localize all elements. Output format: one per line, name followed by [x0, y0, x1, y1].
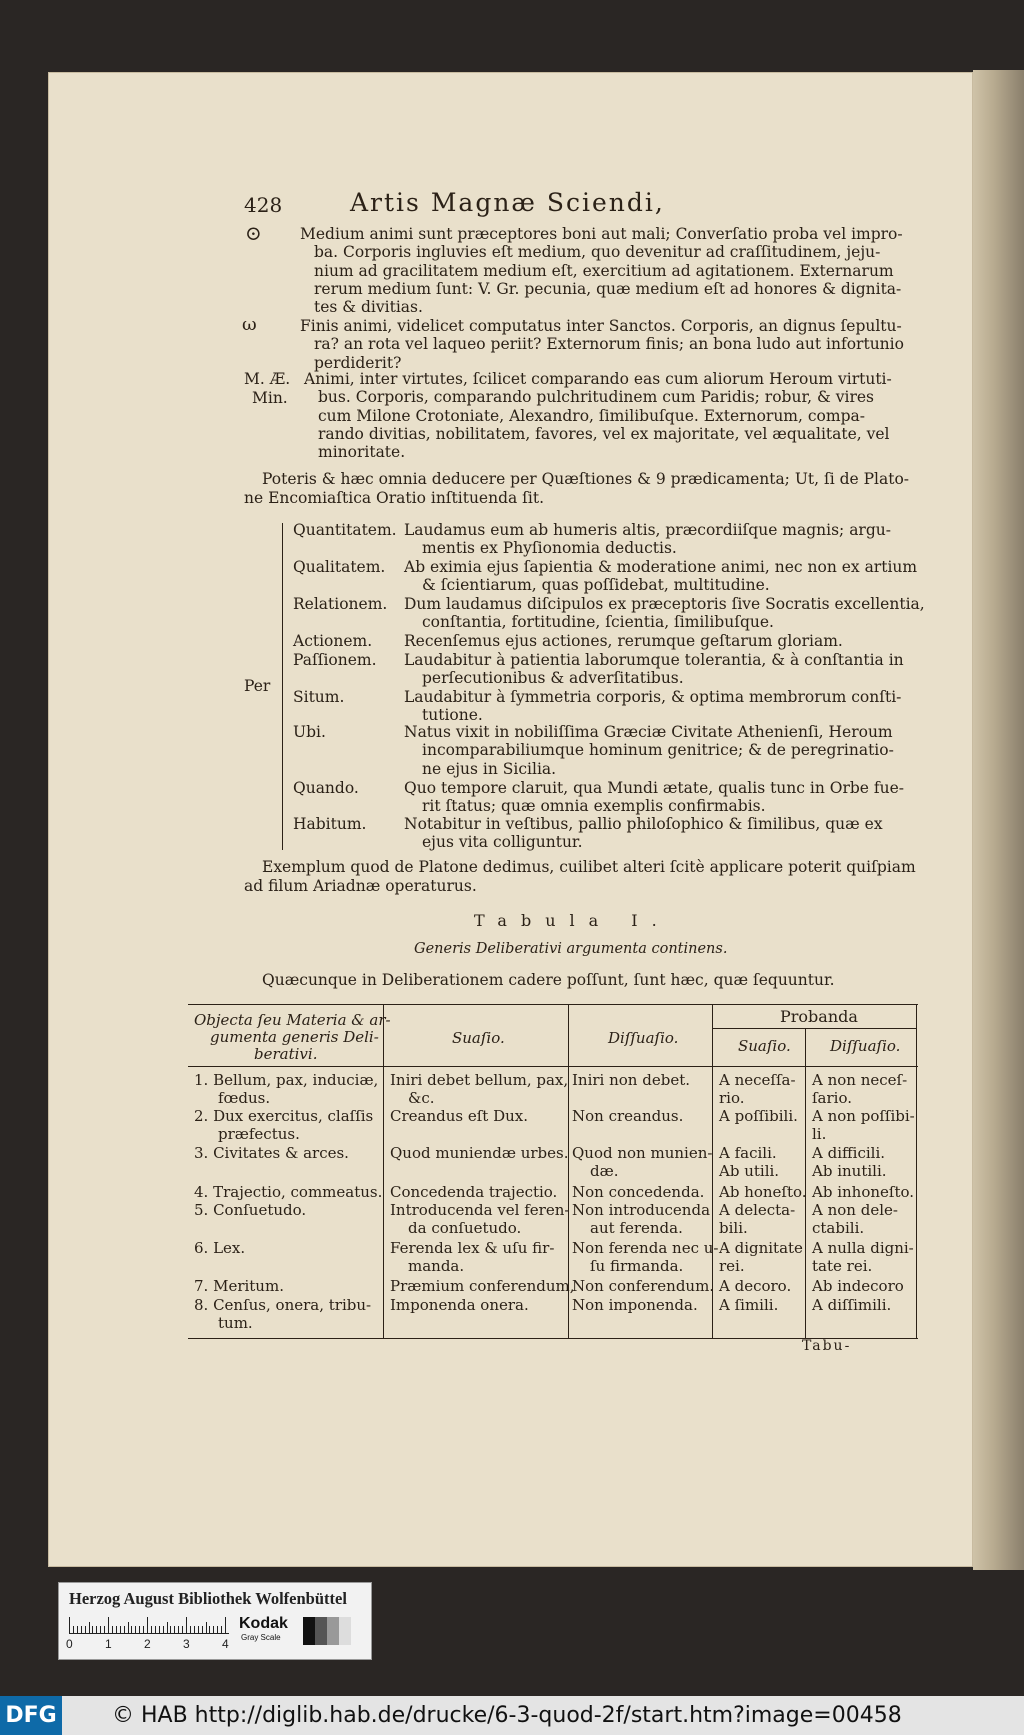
category-label: Ubi. — [293, 723, 326, 741]
page-number: 428 — [244, 193, 283, 217]
head-line: Objecta ſeu Materia & ar- — [194, 1011, 391, 1029]
ruler-number: 3 — [183, 1637, 190, 1651]
catchword: Tabu- — [802, 1338, 852, 1354]
ruler-tick — [89, 1622, 90, 1633]
ruler-tick — [100, 1626, 101, 1633]
card-title: Herzog August Bibliothek Wolfenbüttel — [69, 1589, 347, 1608]
table-cell: Ferenda lex & uſu fir- — [390, 1239, 555, 1257]
ruler-number: 0 — [66, 1637, 73, 1651]
text-line: tes & divitias. — [314, 298, 423, 317]
gray-swatch-mid — [327, 1617, 339, 1645]
ruler-tick — [190, 1626, 191, 1633]
table-cell: rei. — [719, 1256, 745, 1275]
table-cell: tate rei. — [812, 1256, 873, 1275]
table-cell: ſario. — [812, 1088, 852, 1107]
text-line: Animi, inter virtutes, ſcilicet comparando eas cum aliorum Heroum virtuti- — [304, 370, 892, 388]
ruler-tick — [69, 1617, 70, 1633]
ruler-tick — [194, 1626, 195, 1633]
table-cell: A non neceſ- — [812, 1071, 908, 1089]
text-line: minoritate. — [318, 443, 406, 462]
category-brace — [282, 523, 293, 850]
text-line: Exemplum quod de Platone dedimus, cuilibet alteri ſcitè applicare poterit quiſpiam — [262, 858, 916, 876]
ruler-number: 4 — [222, 1637, 229, 1651]
table-cell: A facili. — [719, 1144, 777, 1162]
ruler-tick — [206, 1622, 207, 1633]
ruler-tick — [124, 1626, 125, 1633]
ruler-number: 2 — [144, 1637, 151, 1651]
text-line: ra? an rota vel laqueo periit? Externorum finis; an bona ludo aut infortunio — [314, 335, 904, 354]
scale-ruler — [69, 1615, 229, 1634]
table-head-probanda: Probanda — [780, 1007, 858, 1026]
gray-swatch-light — [339, 1617, 351, 1645]
ruler-tick — [120, 1626, 121, 1633]
table-cell: A poſſibili. — [719, 1107, 798, 1125]
ruler-tick — [182, 1626, 183, 1633]
table-cell: 4. Trajectio, commeatus. — [194, 1183, 383, 1201]
text-line: rerum medium ſunt: V. Gr. pecunia, quæ medium eſt ad honores & dignita- — [314, 279, 902, 298]
head-line: berativi. — [254, 1045, 318, 1063]
running-title: Artis Magnæ Sciendi, — [350, 188, 665, 217]
table-cell: Concedenda trajectio. — [390, 1183, 558, 1201]
ruler-tick — [202, 1626, 203, 1633]
category-text: Ab eximia ejus ſapientia & moderatione animi, nec non ex artium — [404, 558, 918, 576]
text-line: Finis animi, videlicet computatus inter Sanctos. Corporis, an dignus ſepultu- — [300, 317, 902, 335]
tabula-title: Tabula I. — [474, 911, 671, 930]
table-cell: Non imponenda. — [572, 1296, 698, 1314]
table-cell: Ab honeſto. — [719, 1183, 807, 1201]
table-cell: Ab utili. — [719, 1161, 780, 1180]
per-label: Per — [244, 677, 271, 695]
ruler-number: 1 — [105, 1637, 112, 1651]
ruler-tick — [73, 1626, 74, 1633]
category-text: ejus vita colliguntur. — [422, 833, 583, 852]
table-cell: Iniri debet bellum, pax, — [390, 1071, 569, 1089]
gray-scale-label: Gray Scale — [241, 1633, 281, 1642]
table-cell: tum. — [218, 1313, 253, 1332]
table-head-objecta — [194, 1012, 391, 1063]
text-line: rando divitias, nobilitatem, favores, vel ex majoritate, vel æqualitate, vel — [318, 424, 890, 443]
ruler-tick — [159, 1626, 160, 1633]
text-line: Poteris & hæc omnia deducere per Quæſtiones & 9 prædicamenta; Ut, ſi de Plato- — [262, 470, 910, 488]
table-cell: Quod muniendæ urbes. — [390, 1144, 569, 1162]
table-cell: Non creandus. — [572, 1107, 684, 1125]
category-label: Quantitatem. — [293, 521, 397, 539]
ruler-tick — [92, 1626, 93, 1633]
ruler-tick — [163, 1626, 164, 1633]
table-cell: li. — [812, 1124, 827, 1143]
category-text: tutione. — [422, 706, 483, 725]
text-line: Medium animi sunt præceptores boni aut mali; Converſatio proba vel impro- — [300, 225, 903, 243]
ruler-tick — [209, 1626, 210, 1633]
category-text: Dum laudamus diſcipulos ex præceptoris ſive Socratis excellentia, — [404, 595, 925, 613]
table-cell: 3. Civitates & arces. — [194, 1144, 349, 1162]
ruler-tick — [108, 1617, 109, 1633]
symbol-omega: ω — [242, 314, 257, 335]
table-cell: Creandus eſt Dux. — [390, 1107, 528, 1125]
table-cell: Non ferenda nec u- — [572, 1239, 719, 1257]
table-cell: &c. — [408, 1088, 435, 1107]
table-head-prob-suasio: Suaſio. — [738, 1037, 791, 1055]
ruler-tick — [147, 1617, 148, 1633]
book-spine — [973, 70, 1024, 1570]
ruler-tick — [178, 1626, 179, 1633]
table-cell: A delecta- — [719, 1201, 796, 1219]
tabula-intro: Quæcunque in Deliberationem cadere poſſunt, ſunt hæc, quæ ſequuntur. — [262, 971, 835, 989]
ruler-tick — [186, 1617, 187, 1633]
table-cell: A dignitate — [719, 1239, 803, 1257]
category-text: ne ejus in Sicilia. — [422, 759, 557, 778]
text-line: bus. Corporis, comparando pulchritudinem cum Paridis; robur, & vires — [318, 388, 874, 407]
category-text: Laudabitur à patientia laborumque tolerantia, & à conſtantia in — [404, 651, 904, 669]
table-cell: A difficili. — [812, 1144, 886, 1162]
ruler-tick — [128, 1622, 129, 1633]
text-line: nium ad gracilitatem medium eſt, exercitium ad agitationem. Externarum — [314, 261, 894, 280]
table-cell: præfectus. — [218, 1124, 300, 1143]
table-cell: A ſimili. — [719, 1296, 779, 1314]
table-head-dissuasio: Diſſuaſio. — [608, 1029, 679, 1047]
table-cell: Ab indecoro — [812, 1277, 904, 1295]
table-cell: 1. Bellum, pax, induciæ, — [194, 1071, 379, 1089]
ruler-tick — [131, 1626, 132, 1633]
table-cell: Non conferendum. — [572, 1277, 715, 1295]
category-text: rit ſtatus; quæ omnia exemplis confirmabis. — [422, 797, 766, 816]
text-line: ad filum Ariadnæ operaturus. — [244, 877, 477, 895]
text-line: ne Encomiaſtica Oratio inſtituenda ſit. — [244, 488, 545, 507]
symbol-min: Min. — [252, 389, 288, 407]
ruler-tick — [81, 1626, 82, 1633]
dfg-logo: DFG — [0, 1696, 62, 1735]
table-cell: Ab inhoneſto. — [812, 1183, 915, 1201]
table-cell: bili. — [719, 1218, 748, 1237]
category-label: Relationem. — [293, 595, 388, 613]
text-line: ba. Corporis ingluvies eſt medium, quo devenitur ad craſſitudinem, jeju- — [314, 243, 881, 262]
table-cell: A diſſimili. — [812, 1296, 892, 1314]
table-cell: da conſuetudo. — [408, 1218, 522, 1237]
color-target-card — [58, 1582, 372, 1660]
category-text: Laudabitur à ſymmetria corporis, & optima membrorum conſti- — [404, 688, 902, 706]
category-text: & ſcientiarum, quas poſſidebat, multitudine. — [422, 576, 770, 595]
table-cell: fœdus. — [218, 1088, 271, 1107]
category-text: Quo tempore claruit, qua Mundi ætate, qualis tunc in Orbe fue- — [404, 779, 905, 797]
category-text: mentis ex Phyſionomia deductis. — [422, 539, 677, 558]
table-cell: A non dele- — [812, 1201, 898, 1219]
ruler-tick — [151, 1626, 152, 1633]
ruler-tick — [104, 1626, 105, 1633]
table-cell: A decoro. — [719, 1277, 792, 1295]
table-cell: Quod non munien- — [572, 1144, 713, 1162]
ruler-tick — [85, 1626, 86, 1633]
category-label: Situm. — [293, 688, 345, 706]
table-cell: 2. Dux exercitus, claſſis — [194, 1107, 374, 1125]
table-cell: Ab inutili. — [812, 1161, 887, 1180]
table-cell: aut ferenda. — [590, 1218, 683, 1237]
ruler-tick — [116, 1626, 117, 1633]
deliberative-table — [188, 1004, 918, 1338]
category-text: Notabitur in veſtibus, pallio philoſophico & ſimilibus, quæ ex — [404, 815, 883, 833]
text-line: cum Milone Crotoniate, Alexandro, ſimilibuſque. Externorum, compa- — [318, 406, 865, 425]
ruler-tick — [170, 1626, 171, 1633]
table-cell: 6. Lex. — [194, 1239, 246, 1257]
table-cell: Non concedenda. — [572, 1183, 705, 1201]
table-cell: 7. Meritum. — [194, 1277, 284, 1295]
ruler-tick — [155, 1626, 156, 1633]
kodak-logo: Kodak — [239, 1615, 288, 1632]
table-cell: ctabili. — [812, 1218, 865, 1237]
table-cell: ſu firmanda. — [590, 1256, 684, 1275]
ruler-tick — [174, 1626, 175, 1633]
ruler-tick — [217, 1626, 218, 1633]
credit-link[interactable]: © HAB http://diglib.hab.de/drucke/6-3-quod-2f/start.htm?image=00458 — [112, 1703, 902, 1728]
category-text: Natus vixit in nobiliſſima Græciæ Civitate Athenienſi, Heroum — [404, 723, 893, 741]
category-text: conſtantia, fortitudine, ſcientia, ſimilibuſque. — [422, 613, 774, 632]
table-cell: Præmium conferendum, — [390, 1277, 575, 1295]
ruler-tick — [221, 1626, 222, 1633]
ruler-tick — [139, 1626, 140, 1633]
table-cell: A nulla digni- — [812, 1239, 914, 1257]
table-cell: rio. — [719, 1088, 745, 1107]
category-text: incomparabiliumque hominum genitrice; & de peregrinatio- — [422, 741, 894, 760]
gray-swatch-black — [303, 1617, 315, 1645]
category-label: Qualitatem. — [293, 558, 386, 576]
gray-swatch-dark — [315, 1617, 327, 1645]
table-cell: dæ. — [590, 1161, 619, 1180]
ruler-tick — [213, 1626, 214, 1633]
ruler-tick — [112, 1626, 113, 1633]
category-label: Actionem. — [293, 632, 373, 650]
category-label: Paſſionem. — [293, 651, 377, 669]
tabula-subtitle: Generis Deliberativi argumenta continens. — [414, 941, 728, 957]
category-label: Quando. — [293, 779, 359, 797]
table-cell: Introducenda vel feren- — [390, 1201, 570, 1219]
category-text: Laudamus eum ab humeris altis, præcordiiſque magnis; argu- — [404, 521, 891, 539]
table-cell: manda. — [408, 1256, 465, 1275]
symbol-me: M. Æ. — [244, 370, 291, 388]
ruler-tick — [77, 1626, 78, 1633]
table-cell: A non poſſibi- — [812, 1107, 915, 1125]
table-cell: 5. Conſuetudo. — [194, 1201, 307, 1219]
category-label: Habitum. — [293, 815, 367, 833]
ruler-tick — [143, 1626, 144, 1633]
table-cell: Imponenda onera. — [390, 1296, 529, 1314]
table-cell: 8. Cenſus, onera, tribu- — [194, 1296, 372, 1314]
table-cell: A neceſſa- — [719, 1071, 796, 1089]
category-text: Recenſemus ejus actiones, rerumque geſtarum gloriam. — [404, 632, 843, 650]
ruler-tick — [96, 1626, 97, 1633]
table-cell: Non introducenda — [572, 1201, 711, 1219]
table-head-suasio: Suaſio. — [452, 1029, 505, 1047]
head-line: gumenta generis Deli- — [210, 1028, 379, 1046]
symbol-circle: ⊙ — [245, 221, 262, 245]
category-text: perſecutionibus & adverſitatibus. — [422, 669, 684, 688]
ruler-tick — [198, 1626, 199, 1633]
ruler-tick — [225, 1617, 226, 1633]
text-line: perdiderit? — [314, 353, 402, 372]
table-head-prob-dissuasio: Diſſuaſio. — [830, 1037, 901, 1055]
table-cell: Iniri non debet. — [572, 1071, 690, 1089]
ruler-tick — [135, 1626, 136, 1633]
ruler-tick — [167, 1622, 168, 1633]
